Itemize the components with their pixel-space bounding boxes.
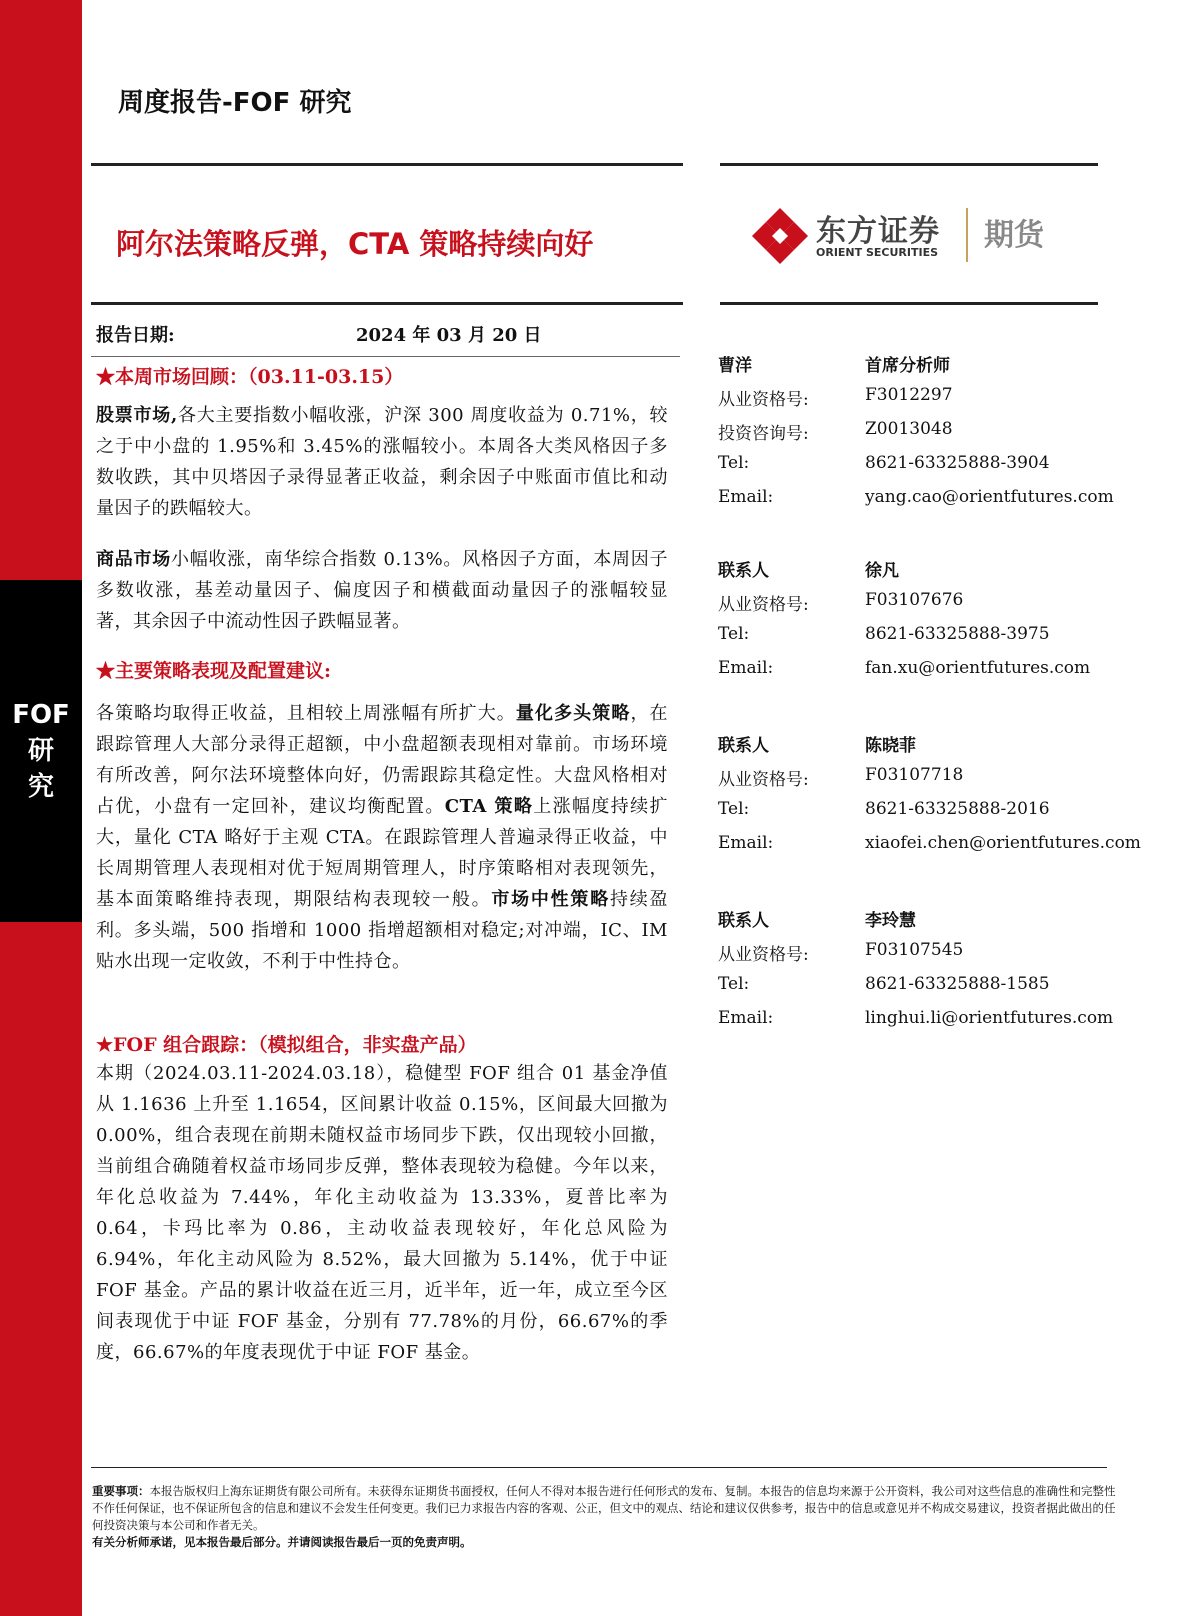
divider-right-top bbox=[720, 163, 1098, 166]
footer-line2: 有关分析师承诺，见本报告最后部分。并请阅读报告最后一页的免责声明。 bbox=[92, 1535, 472, 1549]
contact-field-label: Tel: bbox=[718, 624, 750, 644]
contact-name-row bbox=[718, 906, 1118, 940]
contact-detail-row bbox=[718, 453, 1118, 487]
strategy-paragraph bbox=[96, 698, 668, 977]
report-title: 阿尔法策略反弹，CTA 策略持续向好 bbox=[116, 227, 594, 261]
strategy-lead-quant: 量化多头策略 bbox=[515, 703, 631, 724]
contact-role-label: 联系人 bbox=[718, 911, 769, 931]
contact-block bbox=[718, 351, 1118, 521]
contact-role-label: 联系人 bbox=[718, 736, 769, 756]
footer-disclaimer bbox=[92, 1483, 1117, 1551]
contact-field-value: 8621-63325888-3975 bbox=[865, 624, 1050, 644]
logo-name-en: ORIENT SECURITIES bbox=[816, 246, 939, 259]
contact-field-value[interactable]: fan.xu@orientfutures.com bbox=[865, 658, 1091, 678]
footer-lead: 重要事项： bbox=[92, 1484, 150, 1498]
section-strategy-heading: ★主要策略表现及配置建议: bbox=[96, 660, 332, 682]
contact-detail-row bbox=[718, 658, 1118, 692]
logo-suffix: 期货 bbox=[984, 218, 1044, 253]
contact-name-row bbox=[718, 351, 1118, 385]
divider-right-bottom bbox=[720, 302, 1098, 305]
commodity-market-text: 小幅收涨，南华综合指数 0.13%。风格因子方面，本周因子多数收涨，基差动量因子、偏度因子和横截面动量因子的涨幅较显著，其余因子中流动性因子跌幅显著。 bbox=[96, 549, 669, 632]
contact-field-label: Tel: bbox=[718, 799, 750, 819]
contact-field-value[interactable]: linghui.li@orientfutures.com bbox=[865, 1008, 1114, 1028]
strategy-lead-neutral: 市场中性策略 bbox=[491, 889, 610, 910]
contact-detail-row bbox=[718, 765, 1118, 799]
footer-divider bbox=[91, 1467, 1107, 1468]
stock-market-text: 各大主要指数小幅收涨，沪深 300 周度收益为 0.71%，较之于中小盘的 1.95%和 3.45%的涨幅较小。本周各大类风格因子多数收跌，其中贝塔因子录得显著正收益，剩余因子中账面市值比和动量因子的跌幅较大。 bbox=[96, 405, 668, 519]
contact-block bbox=[718, 731, 1141, 867]
date-value: 2024 年 03 月 20 日 bbox=[356, 325, 542, 346]
contact-detail-row bbox=[718, 419, 1118, 453]
contact-field-value: 8621-63325888-2016 bbox=[865, 799, 1050, 819]
strategy-text-1: 各策略均取得正收益，且相较上周涨幅有所扩大。 bbox=[96, 703, 516, 724]
strategy-text-3: 上涨幅度持续扩大，量化 CTA 略好于主观 CTA。在跟踪管理人普遍录得正收益，中长周期管理人表现相对优于短周期管理人，时序策略相对表现领先，基本面策略维持表现，期限结构表现较一般。 bbox=[96, 796, 669, 910]
contact-field-value: F3012297 bbox=[865, 385, 953, 405]
report-type: 周度报告-FOF 研究 bbox=[118, 88, 352, 118]
side-label-fof: FOF bbox=[12, 700, 70, 730]
contact-field-value[interactable]: xiaofei.chen@orientfutures.com bbox=[865, 833, 1141, 853]
contact-name: 陈晓菲 bbox=[865, 736, 916, 756]
contact-role-label: 联系人 bbox=[718, 561, 769, 581]
contact-field-label: 从业资格号: bbox=[718, 390, 809, 410]
orient-logo-icon bbox=[750, 206, 810, 266]
strategy-text-4: 持续盈利。多头端，500 指增和 1000 指增超额相对稳定;对冲端，IC、IM 贴水出现一定收敛，不利于中性持仓。 bbox=[96, 889, 669, 972]
contact-detail-row bbox=[718, 1008, 1118, 1042]
contact-name: 徐凡 bbox=[865, 561, 899, 581]
contact-field-label: Email: bbox=[718, 658, 774, 678]
contact-detail-row bbox=[718, 940, 1118, 974]
commodity-market-lead: 商品市场 bbox=[96, 549, 171, 570]
commodity-market-paragraph bbox=[96, 544, 668, 637]
footer-text: 本报告版权归上海东证期货有限公司所有。未获得东证期货书面授权，任何人不得对本报告进行任何形式的发布、复制。本报告的信息均来源于公开资料，我公司对这些信息的准确性和完整性不作任何保证，也不保证所包含的信息和建议不会发生任何变更。我们已力求报告内容的客观、公正，但文中的观点、结论和建议仅供参考，报告中的信息或意见并不构成交易建议，投资者据此做出的任何投资决策与本公司和作者无关。 bbox=[92, 1484, 1116, 1532]
contact-detail-row bbox=[718, 590, 1118, 624]
contact-field-label: Email: bbox=[718, 1008, 774, 1028]
contact-detail-row bbox=[718, 799, 1118, 833]
section-fof-heading: ★FOF 组合跟踪：（模拟组合，非实盘产品） bbox=[96, 1034, 477, 1056]
side-label-yan: 研 bbox=[27, 736, 54, 766]
contact-detail-row bbox=[718, 385, 1118, 419]
date-label: 报告日期: bbox=[96, 325, 175, 346]
contact-name: 李玲慧 bbox=[865, 911, 916, 931]
contact-detail-row bbox=[718, 487, 1118, 521]
contact-field-label: Tel: bbox=[718, 974, 750, 994]
contact-field-label: Email: bbox=[718, 833, 774, 853]
date-underline bbox=[91, 356, 680, 357]
company-logo bbox=[750, 206, 1060, 270]
contact-name: 首席分析师 bbox=[865, 356, 950, 376]
side-label-jiu: 究 bbox=[27, 772, 54, 802]
divider-left-top bbox=[91, 163, 683, 166]
contact-role-label: 曹洋 bbox=[718, 356, 752, 376]
stock-market-paragraph bbox=[96, 400, 668, 524]
contact-detail-row bbox=[718, 833, 1141, 867]
contact-detail-row bbox=[718, 624, 1118, 658]
contact-block bbox=[718, 556, 1118, 692]
logo-name-cn: 东方证券 bbox=[816, 214, 940, 249]
contact-field-label: Tel: bbox=[718, 453, 750, 473]
contact-name-row bbox=[718, 731, 1118, 765]
contact-field-value: 8621-63325888-1585 bbox=[865, 974, 1050, 994]
contact-field-label: 从业资格号: bbox=[718, 945, 809, 965]
contact-field-value: 8621-63325888-3904 bbox=[865, 453, 1050, 473]
contact-block bbox=[718, 906, 1118, 1042]
strategy-text-2: ，在跟踪管理人大部分录得正超额，中小盘超额表现相对靠前。市场环境有所改善，阿尔法环境整体向好，仍需跟踪其稳定性。大盘风格相对占优，小盘有一定回补，建议均衡配置。 bbox=[96, 703, 669, 817]
contact-field-label: 投资咨询号: bbox=[718, 424, 809, 444]
divider-left-bottom bbox=[91, 302, 683, 305]
contact-field-value: F03107676 bbox=[865, 590, 964, 610]
contact-field-value: F03107545 bbox=[865, 940, 964, 960]
contact-field-value: Z0013048 bbox=[865, 419, 953, 439]
contact-field-value[interactable]: yang.cao@orientfutures.com bbox=[865, 487, 1114, 507]
logo-divider bbox=[966, 208, 968, 262]
contact-detail-row bbox=[718, 974, 1118, 1008]
section-market-review-heading: ★本周市场回顾：（03.11-03.15） bbox=[96, 366, 404, 388]
stock-market-lead: 股票市场, bbox=[96, 405, 178, 426]
fof-tracking-paragraph: 本期（2024.03.11-2024.03.18），稳健型 FOF 组合 01 基金净值从 1.1636 上升至 1.1654，区间累计收益 0.15%，区间最大回撤为 0.00%，组合表现在前期未随权益市场同步下跌，仅出现较小回撤，当前组合确随着权益市场同步反弹，整体表现较为稳健。今年以来，年化总收益为 7.44%，年化主动收益为 13.33%，夏普比率为 0.64，卡玛比率为 0.86，主动收益表现较好，年化总风险为 6.94%，年化主动风险为 8.52%，最大回撤为 5.14%，优于中证 FOF 基金。产品的累计收益在近三月，近半年，近一年，成立至今区间表现优于中证 FOF 基金，分别有 77.78%的月份，66.67%的季度，66.67%的年度表现优于中证 FOF 基金。 bbox=[96, 1063, 668, 1363]
contact-field-label: 从业资格号: bbox=[718, 595, 809, 615]
contact-name-row bbox=[718, 556, 1118, 590]
strategy-lead-cta: CTA 策略 bbox=[444, 796, 534, 817]
contact-field-value: F03107718 bbox=[865, 765, 964, 785]
contact-field-label: 从业资格号: bbox=[718, 770, 809, 790]
contact-field-label: Email: bbox=[718, 487, 774, 507]
